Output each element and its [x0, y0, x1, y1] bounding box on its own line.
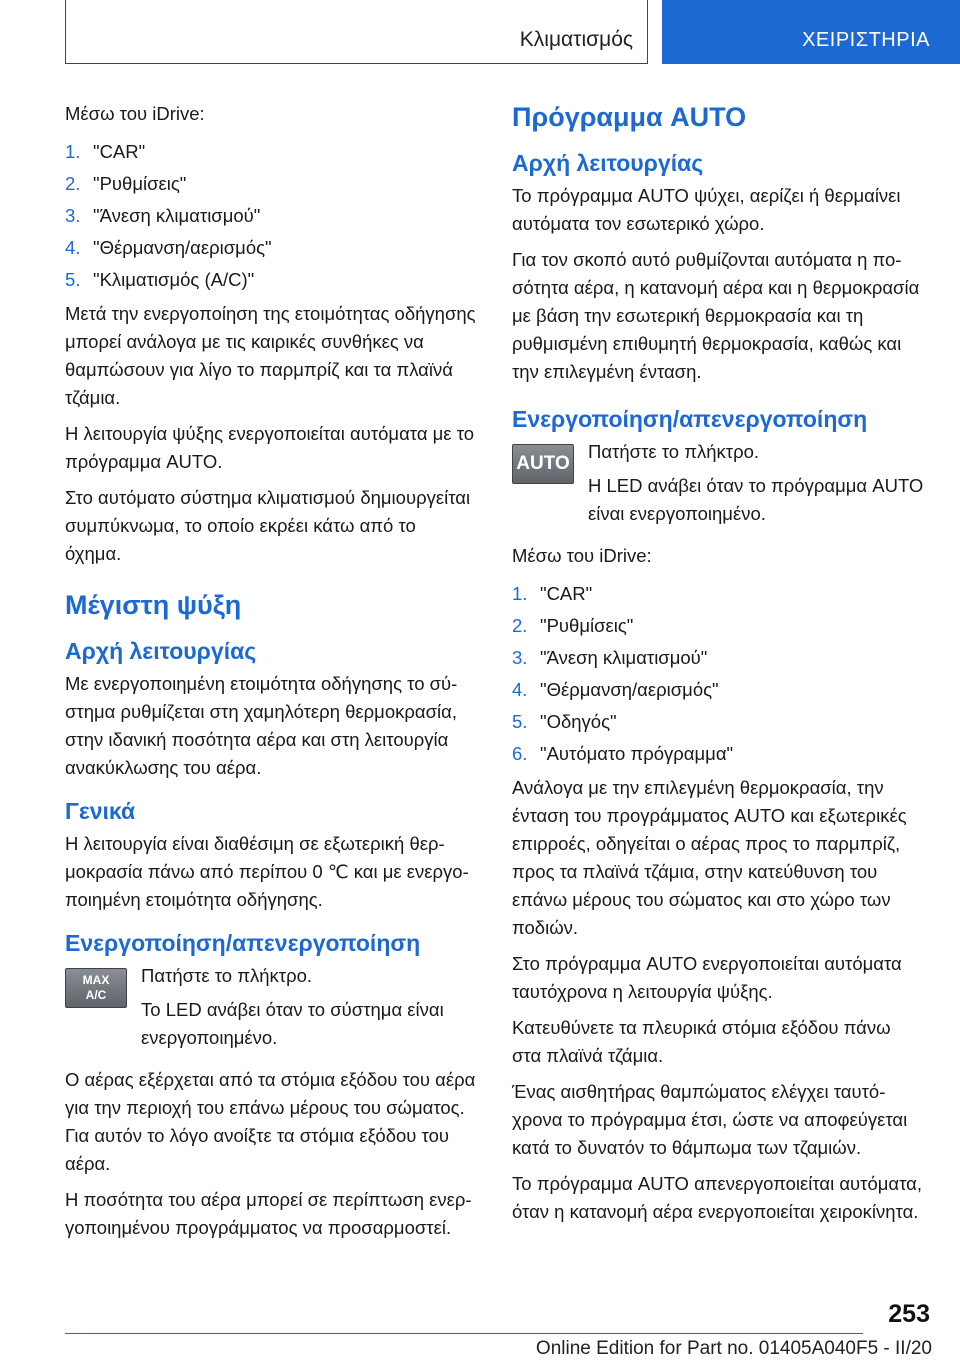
paragraph: Το πρόγραμμα AUTO ψύχει, αερίζει ή θερμαίνει αυτόματα τον εσωτερικό χώρο. — [512, 185, 901, 234]
heading-principle: Αρχή λειτουργίας — [512, 150, 704, 176]
list-item: 1. "CAR" — [65, 141, 146, 162]
list-item: 3. "Άνεση κλιματισμού" — [65, 205, 261, 226]
paragraph: Ο αέρας εξέρχεται από τα στόμια εξόδου του αέρα για την περιοχή του επάνω μέρους του σώματος. Για αυτόν το λόγο ανοίξτε τα στόμια εξόδου του αέρα. — [65, 1069, 476, 1174]
list-item: 2. "Ρυθμίσεις" — [65, 173, 187, 194]
paragraph: Η λειτουργία είναι διαθέσιμη σε εξωτερική θερμοκρασία πάνω από περίπου 0 ℃ και με ενεργοποιημένη ετοιμότητα οδήγησης. — [65, 833, 469, 910]
left-column — [65, 100, 477, 1250]
list-item: 2. "Ρυθμίσεις" — [512, 615, 634, 636]
paragraph: Στο αυτόματο σύστημα κλιματισμού δημιουργείται συμπύκνωμα, το οποίο εκρέει κάτω από το όχημα. — [65, 487, 471, 564]
steps-list — [65, 136, 477, 296]
list-item: 5. "Οδηγός" — [512, 711, 617, 732]
max-ac-button-icon: MAX A/C — [65, 968, 127, 1008]
heading-activation: Ενεργοποίηση/απενεργοποίηση — [512, 406, 868, 432]
heading-max-cooling: Μέγιστη ψύξη — [65, 590, 242, 620]
header-chapter-title: ΧΕΙΡΙΣΤΗΡΙΑ — [802, 29, 930, 51]
heading-activation: Ενεργοποίηση/απενεργοποίηση — [65, 930, 421, 956]
steps-list — [512, 578, 924, 770]
header-chapter-tab — [662, 0, 960, 64]
paragraph: Ένας αισθητήρας θαμπώματος ελέγχει ταυτόχρονα το πρόγραμμα έτσι, ώστε να αποφεύγεται κατά το δυνατόν το θάμπωμα των τζαμιών. — [512, 1081, 908, 1158]
header-section-title: Κλιματισμός — [519, 28, 633, 51]
list-item: 3. "Άνεση κλιματισμού" — [512, 647, 708, 668]
heading-principle: Αρχή λειτουργίας — [65, 638, 257, 664]
paragraph: Μετά την ενεργοποίηση της ετοιμότητας οδήγησης μπορεί ανάλογα με τις καιρικές συνθήκες να θαμπώσουν για λίγο το παρμπρίζ και τα πλαϊνά τζάμια. — [65, 303, 476, 408]
paragraph: Το πρόγραμμα AUTO απενεργοποιείται αυτόματα, όταν η κατανομή αέρα ενεργοποιείται χειροκίνητα. — [512, 1173, 922, 1222]
header-section-box — [65, 0, 648, 64]
page-number: 253 — [888, 1300, 930, 1328]
auto-button-icon: AUTO — [512, 444, 574, 484]
list-item: 4. "Θέρμανση/αερισμός" — [512, 679, 719, 700]
auto-instruction — [512, 438, 924, 498]
paragraph: Το LED ανάβει όταν το σύστημα είναι ενεργοποιημένο. — [141, 999, 444, 1048]
max-ac-instruction — [65, 962, 477, 1022]
footer-edition: Online Edition for Part no. 01405A040F5 - II/20 — [535, 1338, 932, 1359]
press-instruction: Πατήστε το πλήκτρο. — [588, 441, 760, 462]
paragraph: Για τον σκοπό αυτό ρυθμίζονται αυτόματα η ποσότητα αέρα, η κατανομή αέρα και η θερμοκρασία με βάση την εσωτερική θερμοκρασία και τη ρυθμισμένη επιθυμητή θερμοκρασία, καθώς και την επιλεγμένη ένταση. — [512, 249, 920, 382]
idrive-intro: Μέσω του iDrive: — [65, 103, 205, 124]
paragraph: Στο πρόγραμμα AUTO ενεργοποιείται αυτόματα ταυτόχρονα η λειτουργία ψύξης. — [512, 953, 902, 1002]
idrive-intro: Μέσω του iDrive: — [512, 545, 652, 566]
list-item: 1. "CAR" — [512, 583, 593, 604]
paragraph: Κατευθύνετε τα πλευρικά στόμια εξόδου πάνω στα πλαϊνά τζάμια. — [512, 1017, 891, 1066]
paragraph: Η LED ανάβει όταν το πρόγραμμα AUTO είναι ενεργοποιημένο. — [588, 475, 924, 524]
paragraph: Με ενεργοποιημένη ετοιμότητα οδήγησης το σύστημα ρυθμίζεται στη χαμηλότερη θερμοκρασία, στην ιδανική ποσότητα αέρα και στη λειτουργία ανακύκλωσης του αέρα. — [65, 673, 458, 778]
right-column — [512, 100, 924, 1234]
list-item: 5. "Κλιματισμός (A/C)" — [65, 269, 255, 290]
press-instruction: Πατήστε το πλήκτρο. — [141, 965, 313, 986]
paragraph: Ανάλογα με την επιλεγμένη θερμοκρασία, την ένταση του προγράμματος AUTO και εξωτερικές επιρροές, οδηγείται ο αέρας προς το παρμπρίζ, προς τα πλαϊνά τζάμια, στην κατεύθυνση του επάνω μέρους του σώματος και στο χώρο των ποδιών. — [512, 777, 907, 938]
heading-general: Γενικά — [65, 798, 136, 824]
paragraph: Η λειτουργία ψύξης ενεργοποιείται αυτόματα με το πρόγραμμα AUTO. — [65, 423, 475, 472]
list-item: 6. "Αυτόματο πρόγραμμα" — [512, 743, 734, 764]
footer-divider — [65, 1333, 863, 1334]
heading-auto-program: Πρόγραμμα AUTO — [512, 102, 747, 132]
list-item: 4. "Θέρμανση/αερισμός" — [65, 237, 272, 258]
paragraph: Η ποσότητα του αέρα μπορεί σε περίπτωση ενεργοποιημένου προγράμματος να προσαρμοστεί. — [65, 1189, 472, 1238]
